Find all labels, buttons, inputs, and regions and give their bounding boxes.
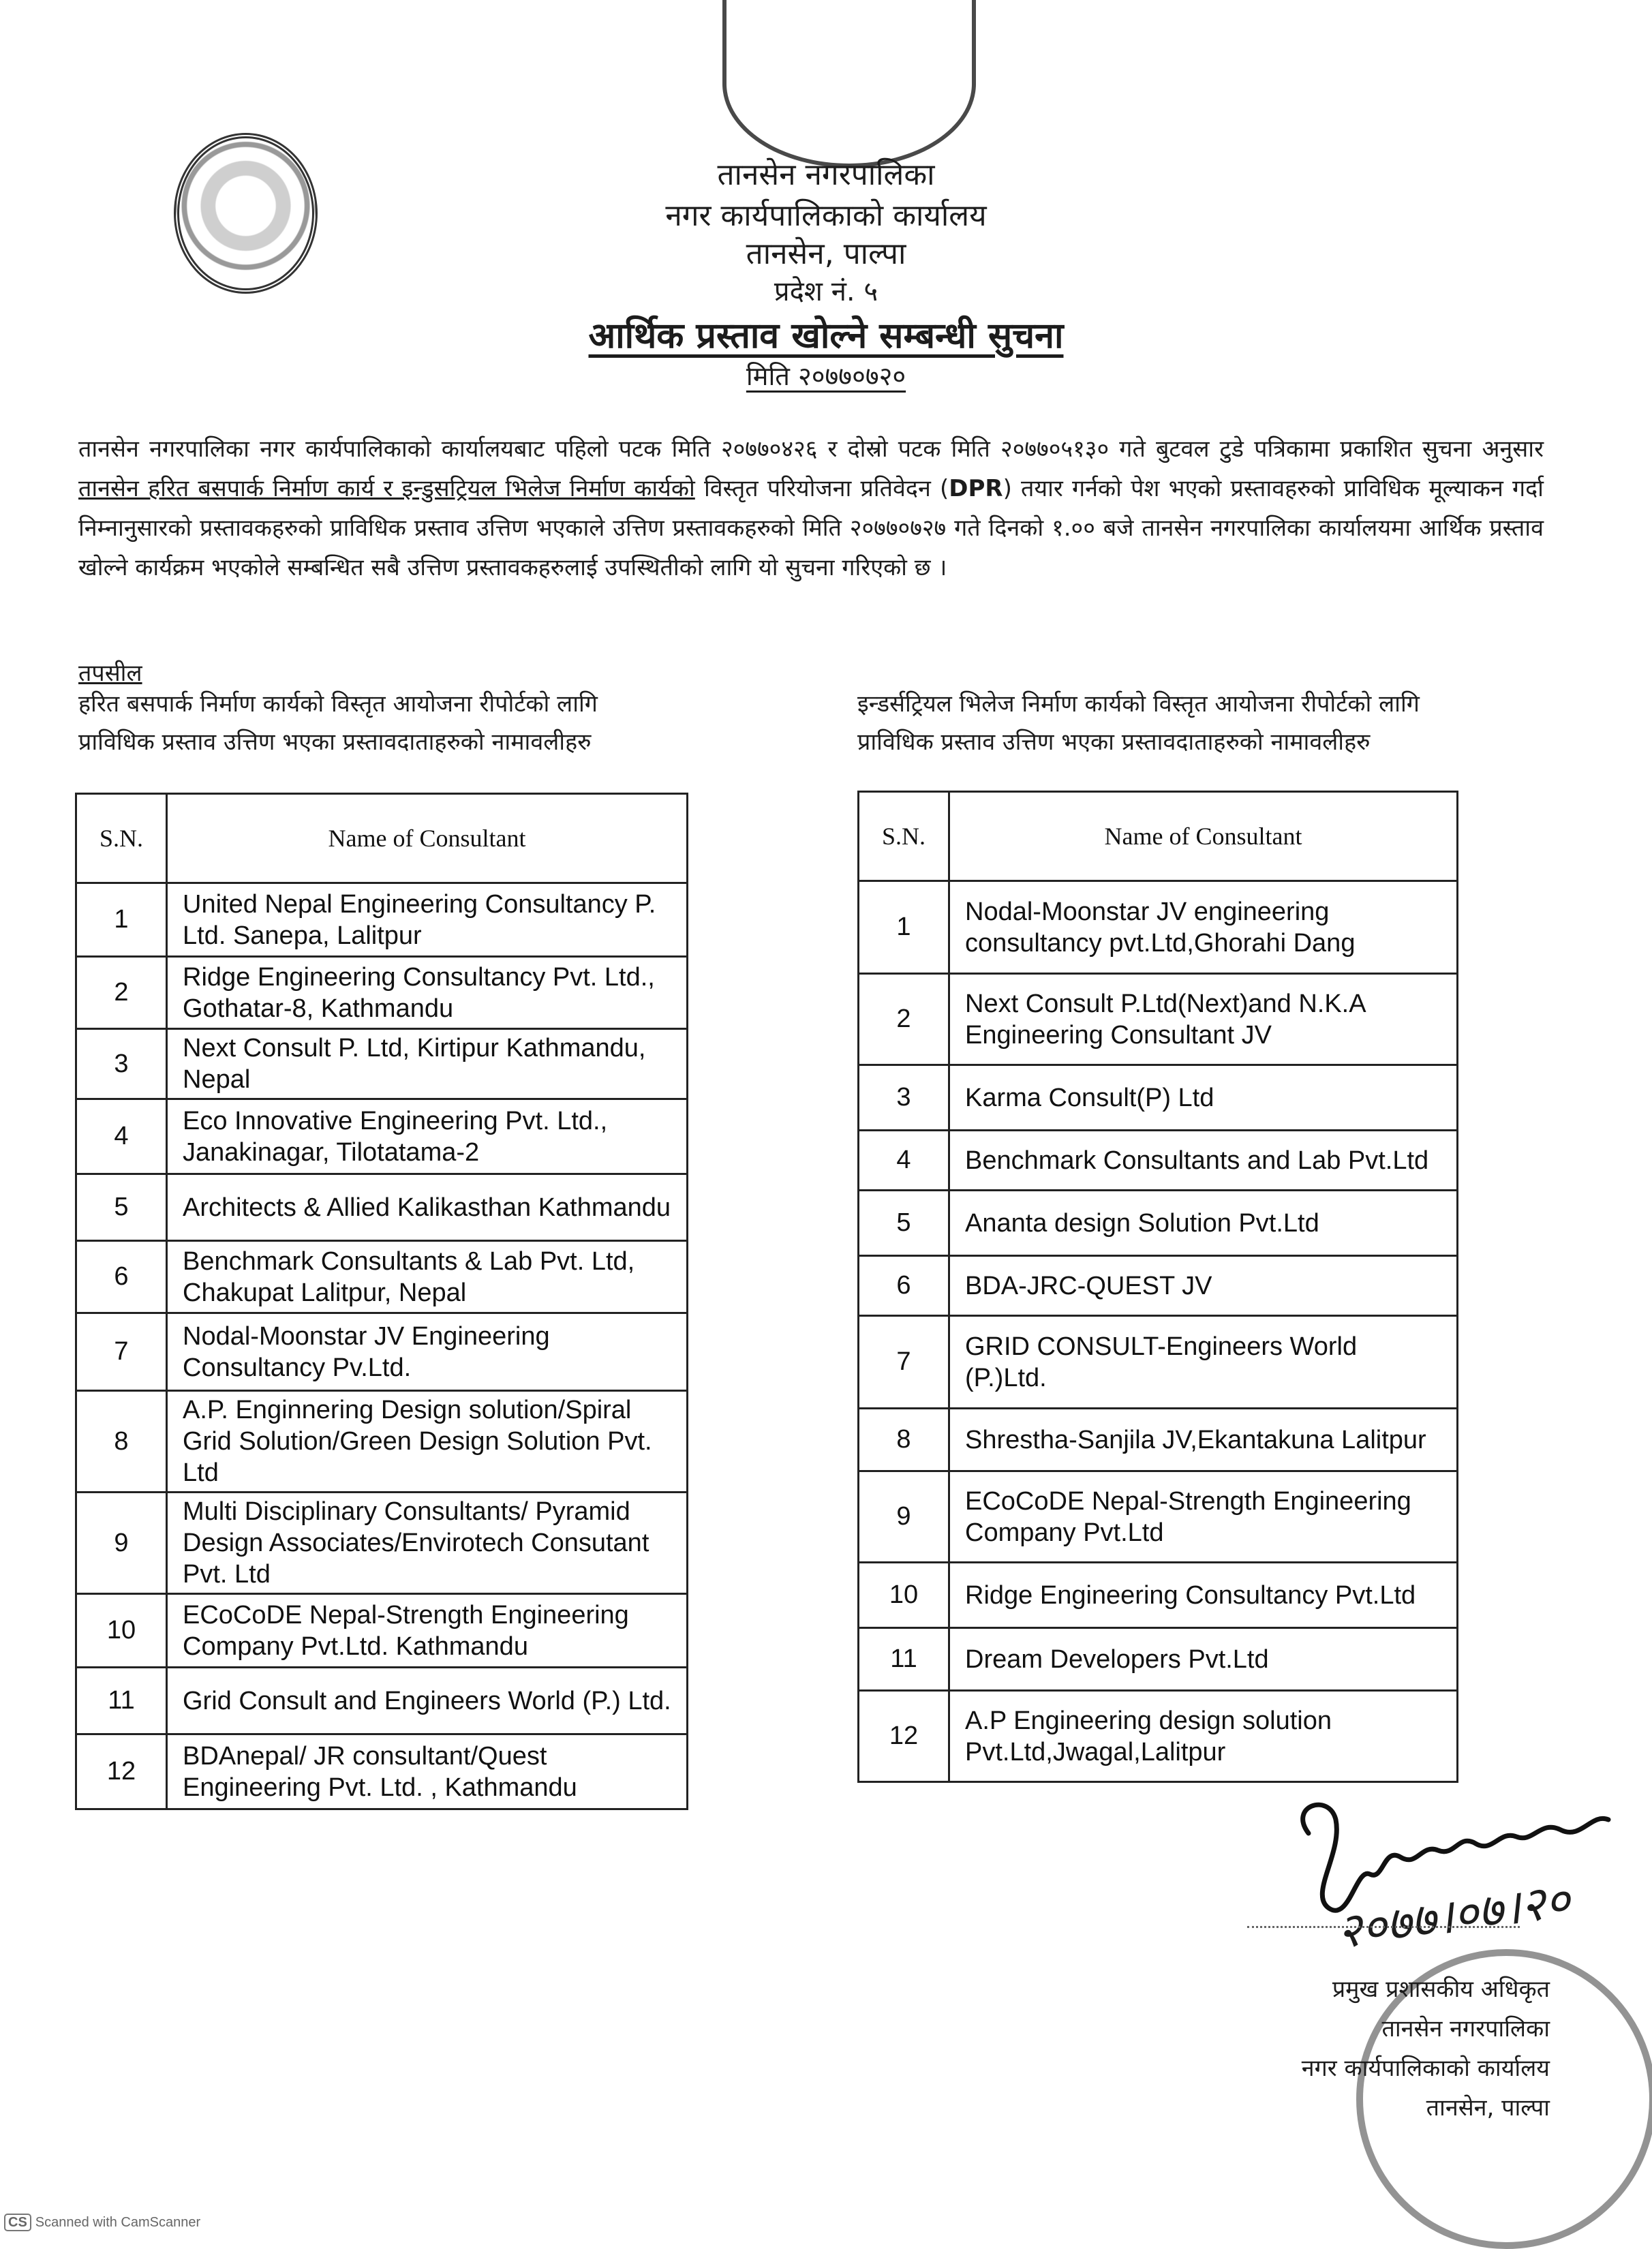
row-consultant-name: Eco Innovative Engineering Pvt. Ltd., Janakinagar, Tilotatama-2 bbox=[167, 1099, 688, 1174]
row-sn: 10 bbox=[76, 1594, 167, 1668]
table-row bbox=[859, 1691, 1458, 1782]
header-location: तानसेन, पाल्पा bbox=[746, 236, 906, 271]
row-sn: 9 bbox=[76, 1493, 167, 1594]
table-row bbox=[859, 1471, 1458, 1563]
table-row bbox=[76, 1668, 688, 1734]
row-consultant-name: Ananta design Solution Pvt.Ltd bbox=[949, 1191, 1458, 1256]
column-header-sn: S.N. bbox=[76, 794, 167, 883]
row-sn: 1 bbox=[859, 881, 949, 974]
row-consultant-name: Ridge Engineering Consultancy Pvt.Ltd bbox=[949, 1563, 1458, 1628]
paragraph-projects: तानसेन हरित बसपार्क निर्माण कार्य र इन्डुसट्रियल भिलेज निर्माण कार्यको bbox=[78, 475, 695, 502]
row-sn: 9 bbox=[859, 1471, 949, 1563]
table-row bbox=[859, 1256, 1458, 1316]
camscanner-watermark bbox=[4, 2215, 200, 2231]
row-sn: 6 bbox=[76, 1241, 167, 1313]
municipality-seal-stamp bbox=[722, 0, 976, 168]
row-sn: 8 bbox=[76, 1391, 167, 1493]
row-consultant-name: BDA-JRC-QUEST JV bbox=[949, 1256, 1458, 1316]
table-row bbox=[76, 1493, 688, 1594]
paragraph-dpr: DPR bbox=[949, 475, 1003, 502]
row-consultant-name: A.P Engineering design solution Pvt.Ltd,Jwagal,Lalitpur bbox=[949, 1691, 1458, 1782]
row-sn: 1 bbox=[76, 883, 167, 957]
table-row bbox=[859, 1131, 1458, 1191]
table-row bbox=[859, 1065, 1458, 1131]
table-row bbox=[859, 1191, 1458, 1256]
signatory-title: प्रमुख प्रशासकीय अधिकृत bbox=[1332, 1976, 1550, 2003]
table-row bbox=[76, 1029, 688, 1099]
header-office: नगर कार्यपालिकाको कार्यालय bbox=[665, 198, 987, 233]
left-consultant-table bbox=[75, 793, 688, 1810]
header-municipality: तानसेन नगरपालिका bbox=[717, 157, 935, 192]
table-row bbox=[76, 1734, 688, 1809]
table-header-row bbox=[76, 794, 688, 883]
row-consultant-name: Multi Disciplinary Consultants/ Pyramid Design Associates/Envirotech Consutant Pvt. Ltd bbox=[167, 1493, 688, 1594]
notice-paragraph bbox=[78, 429, 1544, 587]
row-consultant-name: Next Consult P.Ltd(Next)and N.K.A Engineering Consultant JV bbox=[949, 974, 1458, 1065]
signatory-location: तानसेन, पाल्पा bbox=[1426, 2094, 1550, 2122]
table-row bbox=[859, 1628, 1458, 1691]
signature-date: २०७७।०७।२० bbox=[1333, 1871, 1574, 1960]
table-row bbox=[859, 974, 1458, 1065]
paragraph-part-1: तानसेन नगरपालिका नगर कार्यपालिकाको कार्यालयबाट पहिलो पटक मिति २०७७०४२६ र दोस्रो पटक मिति २०७७०५१३० गते बुटवल टुडे पत्रिकामा प्रकाशित सुचना अनुसार bbox=[78, 435, 1544, 463]
row-consultant-name: Grid Consult and Engineers World (P.) Ltd. bbox=[167, 1668, 688, 1734]
row-sn: 4 bbox=[859, 1131, 949, 1191]
notice-title: आर्थिक प्रस्ताव खोल्ने सम्बन्धी सुचना bbox=[588, 316, 1064, 356]
row-consultant-name: Nodal-Moonstar JV engineering consultancy pvt.Ltd,Ghorahi Dang bbox=[949, 881, 1458, 974]
row-consultant-name: A.P. Enginnering Design solution/Spiral Grid Solution/Green Design Solution Pvt. Ltd bbox=[167, 1391, 688, 1493]
row-consultant-name: Ridge Engineering Consultancy Pvt. Ltd., Gothatar-8, Kathmandu bbox=[167, 957, 688, 1029]
table-row bbox=[859, 881, 1458, 974]
paragraph-part-2: विस्तृत परियोजना प्रतिवेदन ( bbox=[694, 475, 949, 502]
right-table-caption: इन्डर्सट्रियल भिलेज निर्माण कार्यको विस्तृत आयोजना रीपोर्टको लागि प्राविधिक प्रस्ताव उत्तिण भएका प्रस्तावदाताहरुको नामावलीहरु bbox=[857, 690, 1420, 756]
notice-date: मिति २०७७०७२० bbox=[746, 361, 906, 391]
row-sn: 7 bbox=[76, 1313, 167, 1391]
table-row bbox=[76, 1594, 688, 1668]
row-sn: 4 bbox=[76, 1099, 167, 1174]
table-row bbox=[76, 1391, 688, 1493]
camscanner-label: Scanned with CamScanner bbox=[35, 2215, 201, 2230]
left-table-caption: हरित बसपार्क निर्माण कार्यको विस्तृत आयोजना रीपोर्टको लागि प्राविधिक प्रस्ताव उत्तिण भएका प्रस्तावदाताहरुको नामावलीहरु bbox=[78, 690, 598, 756]
table-row bbox=[859, 1316, 1458, 1409]
column-header-sn: S.N. bbox=[859, 792, 949, 881]
row-sn: 3 bbox=[859, 1065, 949, 1131]
table-header-row bbox=[859, 792, 1458, 881]
row-sn: 11 bbox=[76, 1668, 167, 1734]
signatory-municipality: तानसेन नगरपालिका bbox=[1381, 2015, 1550, 2043]
column-header-name: Name of Consultant bbox=[167, 794, 688, 883]
row-sn: 2 bbox=[76, 957, 167, 1029]
row-sn: 7 bbox=[859, 1316, 949, 1409]
paragraph-part-3: ) तयार गर्नको पेश भएको प्रस्तावहरुको प्राविधिक मूल्याकन गर्दा निम्नानुसारको प्रस्तावकहरुको प्राविधिक प्रस्ताव उत्तिण भएकाले उत्तिण प्रस्तावकहरुको मिति २०७७०७२७ गते दिनको १.०० बजे तानसेन नगरपालिका कार्यालयमा आर्थिक प्रस्ताव खोल्ने कार्यक्रम भएकोले सम्बन्धित सबै उत्तिण प्रस्तावकहरुलाई उपस्थितीको लागि यो सुचना गरिएको छ । bbox=[78, 475, 1544, 581]
table-row bbox=[76, 957, 688, 1029]
table-row bbox=[859, 1563, 1458, 1628]
row-consultant-name: GRID CONSULT-Engineers World (P.)Ltd. bbox=[949, 1316, 1458, 1409]
row-consultant-name: ECoCoDE Nepal-Strength Engineering Company Pvt.Ltd. Kathmandu bbox=[167, 1594, 688, 1668]
row-sn: 2 bbox=[859, 974, 949, 1065]
row-consultant-name: Benchmark Consultants & Lab Pvt. Ltd, Chakupat Lalitpur, Nepal bbox=[167, 1241, 688, 1313]
row-sn: 12 bbox=[859, 1691, 949, 1782]
row-consultant-name: Next Consult P. Ltd, Kirtipur Kathmandu, Nepal bbox=[167, 1029, 688, 1099]
table-row bbox=[76, 1313, 688, 1391]
row-sn: 5 bbox=[76, 1174, 167, 1241]
details-heading: तपसील bbox=[78, 660, 142, 687]
column-header-name: Name of Consultant bbox=[949, 792, 1458, 881]
row-consultant-name: BDAnepal/ JR consultant/Quest Engineering Pvt. Ltd. , Kathmandu bbox=[167, 1734, 688, 1809]
row-consultant-name: Shrestha-Sanjila JV,Ekantakuna Lalitpur bbox=[949, 1409, 1458, 1471]
row-consultant-name: Nodal-Moonstar JV Engineering Consultancy Pv.Ltd. bbox=[167, 1313, 688, 1391]
row-consultant-name: ECoCoDE Nepal-Strength Engineering Company Pvt.Ltd bbox=[949, 1471, 1458, 1563]
row-consultant-name: Karma Consult(P) Ltd bbox=[949, 1065, 1458, 1131]
row-sn: 3 bbox=[76, 1029, 167, 1099]
row-sn: 8 bbox=[859, 1409, 949, 1471]
table-row bbox=[859, 1409, 1458, 1471]
row-sn: 10 bbox=[859, 1563, 949, 1628]
signatory-office: नगर कार्यपालिकाको कार्यालय bbox=[1301, 2055, 1550, 2082]
row-sn: 12 bbox=[76, 1734, 167, 1809]
row-sn: 6 bbox=[859, 1256, 949, 1316]
row-sn: 11 bbox=[859, 1628, 949, 1691]
right-consultant-table bbox=[857, 791, 1458, 1783]
signature-line bbox=[1247, 1926, 1520, 1928]
camscanner-logo-icon: CS bbox=[4, 2214, 31, 2231]
table-row bbox=[76, 883, 688, 957]
row-consultant-name: Architects & Allied Kalikasthan Kathmandu bbox=[167, 1174, 688, 1241]
table-row bbox=[76, 1241, 688, 1313]
row-consultant-name: United Nepal Engineering Consultancy P. Ltd. Sanepa, Lalitpur bbox=[167, 883, 688, 957]
table-row bbox=[76, 1174, 688, 1241]
header-province: प्रदेश नं. ५ bbox=[774, 276, 878, 307]
table-row bbox=[76, 1099, 688, 1174]
row-sn: 5 bbox=[859, 1191, 949, 1256]
row-consultant-name: Benchmark Consultants and Lab Pvt.Ltd bbox=[949, 1131, 1458, 1191]
row-consultant-name: Dream Developers Pvt.Ltd bbox=[949, 1628, 1458, 1691]
